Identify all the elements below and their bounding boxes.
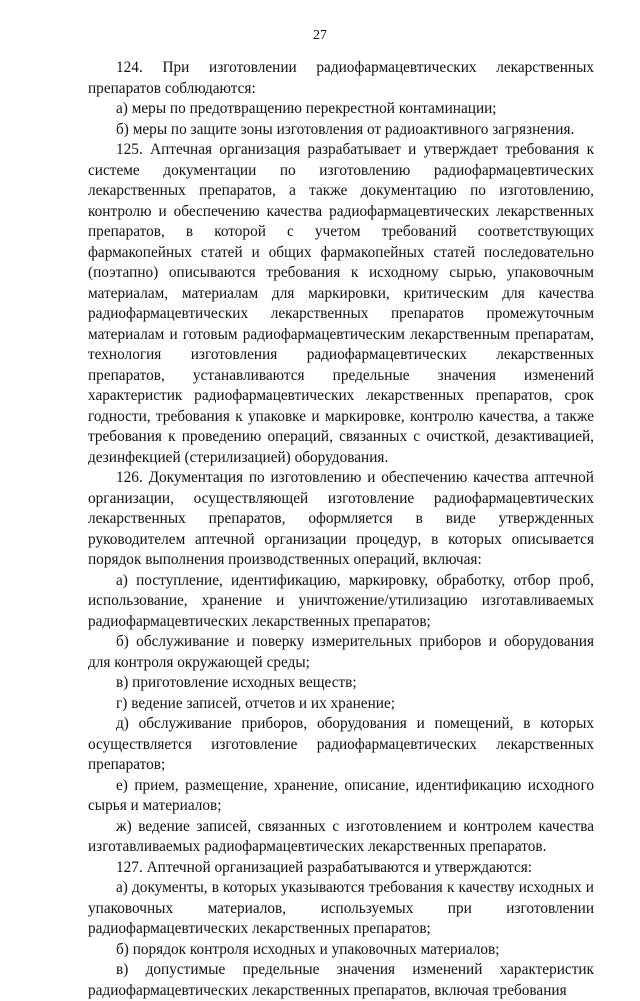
paragraph-127: 127. Аптечной организацией разрабатываются и утверждаются:	[116, 858, 533, 876]
paragraph-127-v: в) допустимые предельные значения изменений характеристик радиофармацевтических лекарственных препаратов, включая требования	[88, 961, 594, 999]
paragraph-124: 124. При изготовлении радиофармацевтических лекарственных препаратов соблюдаются:	[88, 59, 594, 97]
paragraph-126-a: а) поступление, идентификацию, маркировку, обработку, отбор проб, использование, хранение и уничтожение/утилизацию изготавливаемых радиофармацевтических лекарственных препаратов;	[88, 571, 594, 630]
document-body	[88, 58, 594, 1001]
paragraph-126-b: б) обслуживание и поверку измерительных приборов и оборудования для контроля окружающей среды;	[88, 633, 594, 671]
paragraph-124-a: а) меры по предотвращению перекрестной контаминации;	[116, 100, 497, 117]
paragraph-126-g: г) ведение записей, отчетов и их хранение;	[116, 694, 396, 712]
paragraph-127-b: б) порядок контроля исходных и упаковочных материалов;	[116, 940, 500, 958]
paragraph-126: 126. Документация по изготовлению и обеспечению качества аптечной организации, осуществляющей изготовление радиофармацевтических лекарственных препаратов, оформляется в виде утвержденных руководителем аптечной организации процедур, в которых описывается порядок выполнения производственных операций, включая:	[88, 469, 594, 568]
paragraph-127-a: а) документы, в которых указываются требования к качеству исходных и упаковочных материалов, используемых при изготовлении радиофармацевтических лекарственных препаратов;	[88, 879, 594, 937]
paragraph-124-b: б) меры по защите зоны изготовления от радиоактивного загрязнения.	[116, 120, 575, 138]
paragraph-126-e: е) прием, размещение, хранение, описание, идентификацию исходного сырья и материалов;	[88, 776, 594, 814]
paragraph-126-zh: ж) ведение записей, связанных с изготовлением и контролем качества изготавливаемых радиофармацевтических лекарственных препаратов.	[88, 817, 594, 855]
paragraph-126-v: в) приготовление исходных веществ;	[116, 674, 357, 691]
paragraph-125: 125. Аптечная организация разрабатывает и утверждает требования к системе документации по изготовлению радиофармацевтических лекарственных препаратов, а также документацию по изготовлению, контролю и обеспечению качества радиофармацевтических лекарственных препаратов, в которой с учетом требований соответствующих фармакопейных статей и общих фармакопейных статей последовательно (поэтапно) описываются требования к исходному сырью, упаковочным материалам, материалам для маркировки, критическим для качества радиофармацевтических лекарственных препаратов промежуточным материалам и готовым радиофармацевтическим лекарственным препаратам, технология изготовления радиофармацевтических лекарственных препаратов, устанавливаются предельные значения изменений характеристик радиофармацевтических лекарственных препаратов, срок годности, требования к упаковке и маркировке, контролю качества, а также требования к проведению операций, связанных с очисткой, дезактивацией, дезинфекцией (стерилизацией) оборудования.	[88, 141, 594, 466]
page-number: 27	[313, 28, 327, 43]
paragraph-126-d: д) обслуживание приборов, оборудования и помещений, в которых осуществляется изготовление радиофармацевтических лекарственных препаратов;	[88, 715, 594, 773]
